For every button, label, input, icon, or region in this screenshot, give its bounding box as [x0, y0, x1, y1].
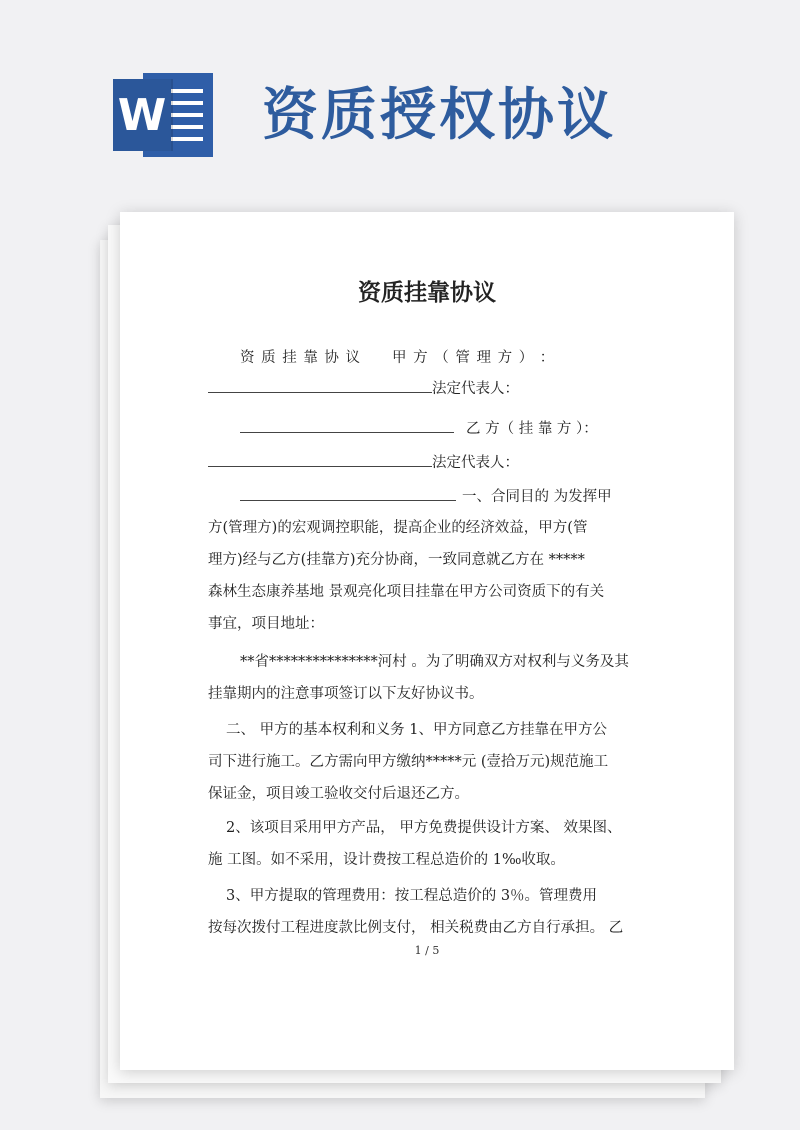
doc-line-2-text: 法定代表人：	[432, 381, 519, 397]
doc-line-4-text: 法定代表人：	[432, 455, 519, 471]
doc-line-15: 2、该项目采用甲方产品， 甲方免费提供设计方案、 效果图、	[226, 820, 622, 836]
doc-line-1: 资 质 挂 靠 协 议 甲 方 （ 管 理 方 ） ：	[240, 350, 556, 366]
doc-line-17: 3、甲方提取的管理费用：按工程总造价的 3％。管理费用	[226, 888, 598, 904]
doc-line-6: 方(管理方)的宏观调控职能，提高企业的经济效益，甲方(管	[208, 520, 588, 536]
doc-line-13: 司下进行施工。乙方需向甲方缴纳*****元 (壹拾万元)规范施工	[208, 754, 609, 770]
doc-line-9: 事宜，项目地址：	[208, 616, 324, 632]
doc-line-5-text: 一、合同目的 为发挥甲	[462, 489, 612, 505]
blank-underline	[240, 486, 456, 501]
doc-line-12: 二、 甲方的基本权利和义务 1、甲方同意乙方挂靠在甲方公	[226, 722, 607, 738]
doc-line-8: 森林生态康养基地 景观亮化项目挂靠在甲方公司资质下的有关	[208, 584, 605, 600]
blank-underline	[240, 418, 454, 433]
doc-line-11: 挂靠期内的注意事项签订以下友好协议书。	[208, 686, 484, 702]
document-page	[120, 212, 734, 1070]
doc-line-3-text: 乙 方（ 挂 靠 方 ）：	[466, 421, 598, 437]
blank-underline	[208, 452, 432, 467]
word-icon-letter: W	[113, 79, 171, 151]
doc-line-7: 理方)经与乙方(挂靠方)充分协商，一致同意就乙方在 *****	[208, 552, 585, 568]
doc-line-4	[208, 452, 519, 473]
doc-line-16: 施 工图。如不采用，设计费按工程总造价的 1‰收取。	[208, 852, 565, 868]
doc-line-10: **省***************河村 。为了明确双方对权利与义务及其	[240, 654, 629, 670]
word-document-icon	[113, 73, 213, 157]
doc-line-3	[240, 418, 598, 439]
page-number: 1 / 5	[414, 944, 440, 957]
banner-title: 资质授权协议	[262, 83, 616, 148]
doc-line-5	[240, 486, 612, 507]
blank-underline	[208, 378, 432, 393]
document-title: 资质挂靠协议	[358, 280, 496, 306]
doc-line-18: 按每次拨付工程进度款比例支付， 相关税费由乙方自行承担。 乙	[208, 920, 624, 936]
doc-line-14: 保证金，项目竣工验收交付后退还乙方。	[208, 786, 469, 802]
doc-line-2	[208, 378, 519, 399]
